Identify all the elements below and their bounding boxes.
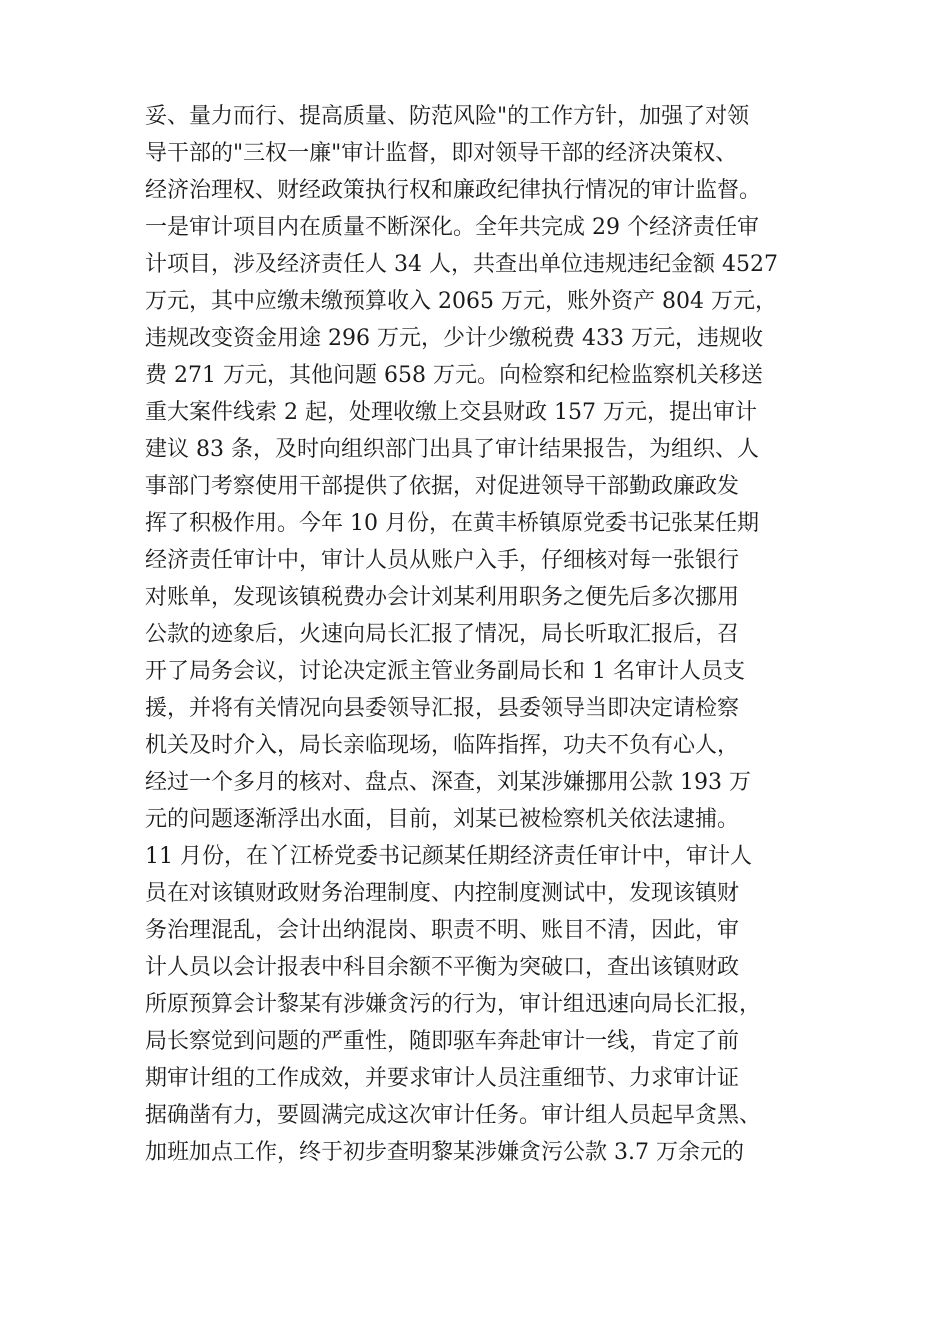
text-line: 机关及时介入，局长亲临现场，临阵指挥，功夫不负有心人， xyxy=(145,733,740,758)
text-line: 费 271 万元，其他问题 658 万元。向检察和纪检监察机关移送 xyxy=(145,363,763,388)
text-line: 经过一个多月的核对、盘点、深查，刘某涉嫌挪用公款 193 万 xyxy=(145,770,751,795)
text-line: 局长察觉到问题的严重性，随即驱车奔赴审计一线，肯定了前 xyxy=(145,1029,740,1054)
text-line: 加班加点工作，终于初步查明黎某涉嫌贪污公款 3.7 万余元的 xyxy=(145,1140,744,1165)
text-line: 建议 83 条，及时向组织部门出具了审计结果报告，为组织、人 xyxy=(145,437,759,462)
text-line: 经济治理权、财经政策执行权和廉政纪律执行情况的审计监督。 xyxy=(145,178,762,203)
text-line: 万元，其中应缴未缴预算收入 2065 万元，账外资产 804 万元， xyxy=(145,289,777,314)
text-line: 对账单，发现该镇税费办会计刘某利用职务之便先后多次挪用 xyxy=(145,585,740,610)
text-line: 违规改变资金用途 296 万元，少计少缴税费 433 万元，违规收 xyxy=(145,326,763,351)
text-line: 援，并将有关情况向县委领导汇报，县委领导当即决定请检察 xyxy=(145,696,740,721)
body-text xyxy=(145,98,825,1171)
text-line: 员在对该镇财政财务治理制度、内控制度测试中，发现该镇财 xyxy=(145,881,740,906)
text-line: 开了局务会议，讨论决定派主管业务副局长和 1 名审计人员支 xyxy=(145,659,745,684)
text-line: 务治理混乱，会计出纳混岗、职责不明、账目不清，因此，审 xyxy=(145,918,740,943)
text-line: 妥、量力而行、提高质量、防范风险"的工作方针，加强了对领 xyxy=(145,104,750,129)
text-line: 事部门考察使用干部提供了依据，对促进领导干部勤政廉政发 xyxy=(145,474,740,499)
text-line: 公款的迹象后，火速向局长汇报了情况，局长听取汇报后，召 xyxy=(145,622,740,647)
text-line: 据确凿有力，要圆满完成这次审计任务。审计组人员起早贪黑、 xyxy=(145,1103,762,1128)
text-line: 11 月份，在丫江桥党委书记颜某任期经济责任审计中，审计人 xyxy=(145,844,752,869)
text-line: 挥了积极作用。今年 10 月份，在黄丰桥镇原党委书记张某任期 xyxy=(145,511,759,536)
text-line: 计项目，涉及经济责任人 34 人，共查出单位违规违纪金额 4527 xyxy=(145,252,778,277)
text-line: 元的问题逐渐浮出水面，目前，刘某已被检察机关依法逮捕。 xyxy=(145,807,740,832)
text-line: 计人员以会计报表中科目余额不平衡为突破口，查出该镇财政 xyxy=(145,955,740,980)
text-line: 期审计组的工作成效，并要求审计人员注重细节、力求审计证 xyxy=(145,1066,740,1091)
text-line: 经济责任审计中，审计人员从账户入手，仔细核对每一张银行 xyxy=(145,548,740,573)
text-line: 重大案件线索 2 起，处理收缴上交县财政 157 万元，提出审计 xyxy=(145,400,757,425)
text-line: 所原预算会计黎某有涉嫌贪污的行为，审计组迅速向局长汇报， xyxy=(145,992,762,1017)
text-line: 导干部的"三权一廉"审计监督，即对领导干部的经济决策权、 xyxy=(145,141,738,166)
text-line: 一是审计项目内在质量不断深化。全年共完成 29 个经济责任审 xyxy=(145,215,759,240)
